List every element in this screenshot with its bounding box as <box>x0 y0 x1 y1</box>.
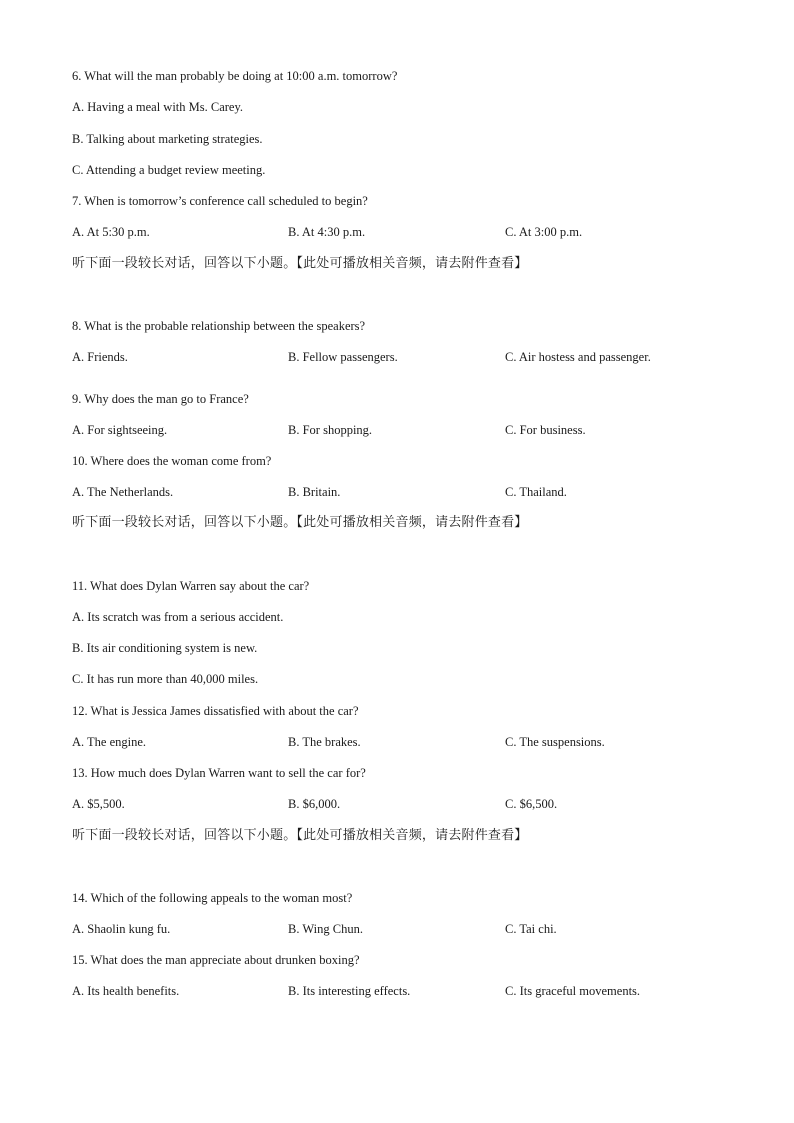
q10-option-b: B. Britain. <box>288 485 341 499</box>
audio-prompt-2: 听下面一段较长对话，回答以下小题。【此处可播放相关音频，请去附件查看】 <box>72 515 528 530</box>
q10-option-a: A. The Netherlands. <box>72 485 174 499</box>
audio-prompt-3: 听下面一段较长对话，回答以下小题。【此处可播放相关音频，请去附件查看】 <box>72 828 528 843</box>
q13-option-a: A. $5,500. <box>72 797 125 811</box>
q8-option-c: C. Air hostess and passenger. <box>505 350 651 364</box>
question-8: 8. What is the probable relationship between the speakers? <box>72 319 366 333</box>
q8-option-b: B. Fellow passengers. <box>288 350 398 364</box>
question-6: 6. What will the man probably be doing at 10:00 a.m. tomorrow? <box>72 69 398 83</box>
q14-option-b: B. Wing Chun. <box>288 922 363 936</box>
q12-option-c: C. The suspensions. <box>505 735 605 749</box>
q6-option-a: A. Having a meal with Ms. Carey. <box>72 100 244 114</box>
question-13: 13. How much does Dylan Warren want to sell the car for? <box>72 766 366 780</box>
q14-option-c: C. Tai chi. <box>505 922 557 936</box>
question-12: 12. What is Jessica James dissatisfied with about the car? <box>72 704 359 718</box>
q15-option-b: B. Its interesting effects. <box>288 984 411 998</box>
q6-option-b: B. Talking about marketing strategies. <box>72 132 263 146</box>
q7-option-b: B. At 4:30 p.m. <box>288 225 366 239</box>
q15-option-c: C. Its graceful movements. <box>505 984 641 998</box>
audio-prompt-1: 听下面一段较长对话，回答以下小题。【此处可播放相关音频，请去附件查看】 <box>72 256 528 271</box>
question-10: 10. Where does the woman come from? <box>72 454 272 468</box>
q14-option-a: A. Shaolin kung fu. <box>72 922 171 936</box>
question-15: 15. What does the man appreciate about drunken boxing? <box>72 953 360 967</box>
q7-option-a: A. At 5:30 p.m. <box>72 225 150 239</box>
q7-option-c: C. At 3:00 p.m. <box>505 225 583 239</box>
q10-option-c: C. Thailand. <box>505 485 567 499</box>
q12-option-b: B. The brakes. <box>288 735 361 749</box>
question-7: 7. When is tomorrow’s conference call scheduled to begin? <box>72 194 368 208</box>
q9-option-c: C. For business. <box>505 423 586 437</box>
q8-option-a: A. Friends. <box>72 350 128 364</box>
q9-option-b: B. For shopping. <box>288 423 373 437</box>
q11-option-b: B. Its air conditioning system is new. <box>72 641 258 655</box>
q15-option-a: A. Its health benefits. <box>72 984 180 998</box>
question-9: 9. Why does the man go to France? <box>72 392 249 406</box>
q9-option-a: A. For sightseeing. <box>72 423 168 437</box>
q13-option-b: B. $6,000. <box>288 797 341 811</box>
q11-option-a: A. Its scratch was from a serious accident. <box>72 610 284 624</box>
q11-option-c: C. It has run more than 40,000 miles. <box>72 672 259 686</box>
q12-option-a: A. The engine. <box>72 735 147 749</box>
question-11: 11. What does Dylan Warren say about the car? <box>72 579 310 593</box>
question-14: 14. Which of the following appeals to the woman most? <box>72 891 353 905</box>
q6-option-c: C. Attending a budget review meeting. <box>72 163 266 177</box>
q13-option-c: C. $6,500. <box>505 797 558 811</box>
